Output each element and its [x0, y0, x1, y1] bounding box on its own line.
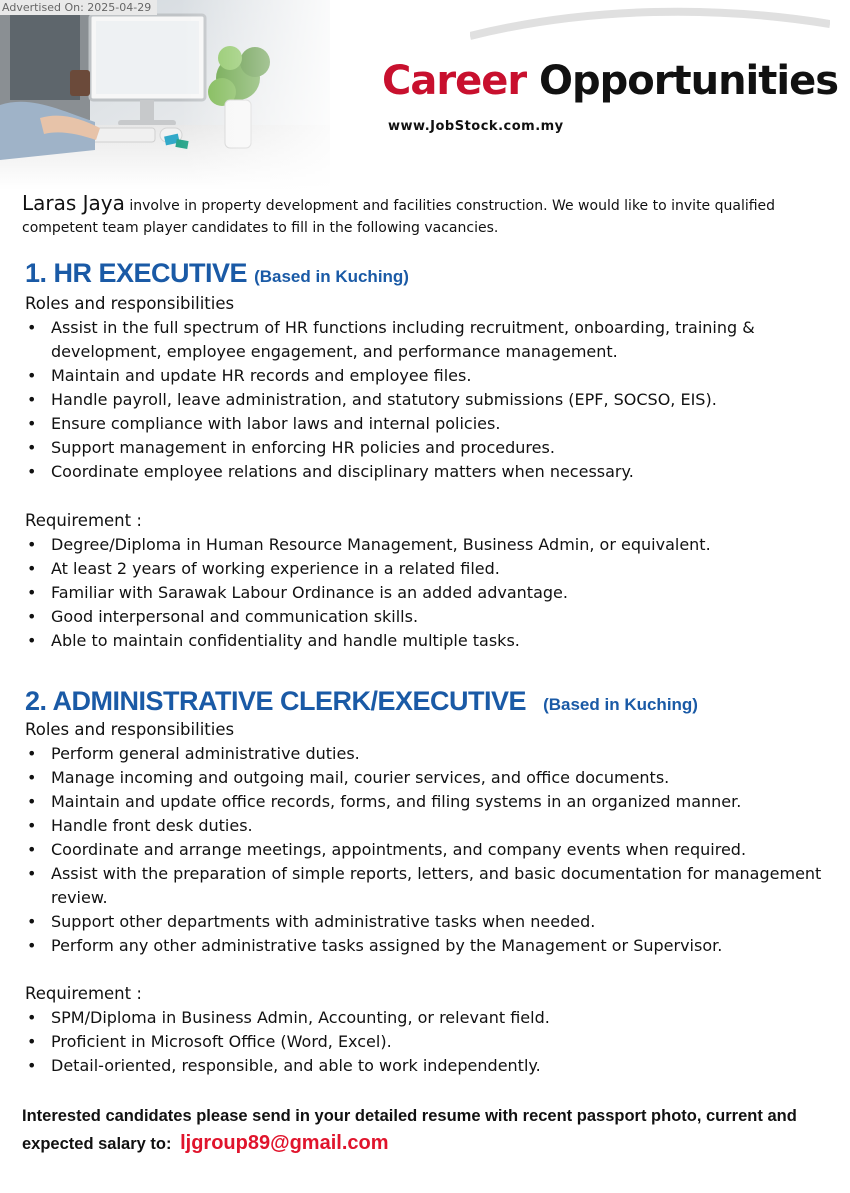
list-item: • SPM/Diploma in Business Admin, Accounting, or relevant field. — [25, 1006, 835, 1030]
job-1-location: (Based in Kuching) — [254, 267, 409, 286]
advertised-date: Advertised On: 2025-04-29 — [0, 0, 157, 15]
job-2-roles-heading: Roles and responsibilities — [25, 720, 235, 739]
list-item: • Proficient in Microsoft Office (Word, Excel). — [25, 1030, 835, 1054]
list-item: • Support other departments with administrative tasks when needed. — [25, 910, 835, 934]
job-1-roles-list — [25, 316, 835, 484]
job-1-title: 1. HR EXECUTIVE — [25, 258, 248, 288]
list-item: • Able to maintain confidentiality and handle multiple tasks. — [25, 629, 835, 653]
application-instructions — [22, 1103, 827, 1158]
contact-email-link[interactable]: ljgroup89@gmail.com — [180, 1132, 389, 1154]
job-1-roles-heading: Roles and responsibilities — [25, 294, 235, 313]
list-item: • At least 2 years of working experience in a related filed. — [25, 557, 835, 581]
job-2-location: (Based in Kuching) — [543, 695, 698, 714]
list-item: • Maintain and update HR records and employee files. — [25, 364, 835, 388]
job-2-title: 2. ADMINISTRATIVE CLERK/EXECUTIVE — [25, 686, 527, 716]
list-item: • Detail-oriented, responsible, and able to work independently. — [25, 1054, 835, 1078]
intro-text: involve in property development and facilities construction. We would like to invite qualified competent team player candidates to fill in the following vacancies. — [22, 198, 776, 236]
list-item: • Assist in the full spectrum of HR functions including recruitment, onboarding, training & development, employee engagement, and performance management. — [25, 316, 835, 364]
job-1-heading — [25, 256, 409, 294]
header-banner — [0, 0, 850, 190]
job-1-requirement-heading: Requirement : — [25, 511, 142, 530]
list-item: • Perform general administrative duties. — [25, 742, 835, 766]
banner-fade — [180, 0, 380, 190]
list-item: • Handle front desk duties. — [25, 814, 835, 838]
decorative-swoosh — [470, 6, 830, 46]
footer-text: Interested candidates please send in your detailed resume with recent passport photo, current and expected salary to: — [22, 1107, 797, 1153]
list-item: • Degree/Diploma in Human Resource Management, Business Admin, or equivalent. — [25, 533, 835, 557]
list-item: • Maintain and update office records, forms, and filing systems in an organized manner. — [25, 790, 835, 814]
list-item: • Manage incoming and outgoing mail, courier services, and office documents. — [25, 766, 835, 790]
job-2-heading — [25, 684, 698, 722]
title-opportunities: Opportunities — [539, 58, 839, 104]
list-item: • Good interpersonal and communication skills. — [25, 605, 835, 629]
page-title — [382, 57, 838, 105]
list-item: • Support management in enforcing HR policies and procedures. — [25, 436, 835, 460]
title-career: Career — [382, 58, 527, 104]
list-item: • Handle payroll, leave administration, and statutory submissions (EPF, SOCSO, EIS). — [25, 388, 835, 412]
list-item: • Coordinate and arrange meetings, appointments, and company events when required. — [25, 838, 835, 862]
list-item: • Assist with the preparation of simple reports, letters, and basic documentation for management review. — [25, 862, 835, 910]
job-2-roles-list — [25, 742, 835, 958]
job-1-requirements-list — [25, 533, 835, 653]
job-2-requirement-heading: Requirement : — [25, 984, 142, 1003]
website-url[interactable]: www.JobStock.com.my — [388, 119, 564, 134]
list-item: • Familiar with Sarawak Labour Ordinance is an added advantage. — [25, 581, 835, 605]
list-item: • Coordinate employee relations and disciplinary matters when necessary. — [25, 460, 835, 484]
job-2-requirements-list — [25, 1006, 835, 1078]
list-item: • Ensure compliance with labor laws and internal policies. — [25, 412, 835, 436]
intro-paragraph — [22, 192, 802, 239]
company-name: Laras Jaya — [22, 191, 125, 215]
list-item: • Perform any other administrative tasks assigned by the Management or Supervisor. — [25, 934, 835, 958]
